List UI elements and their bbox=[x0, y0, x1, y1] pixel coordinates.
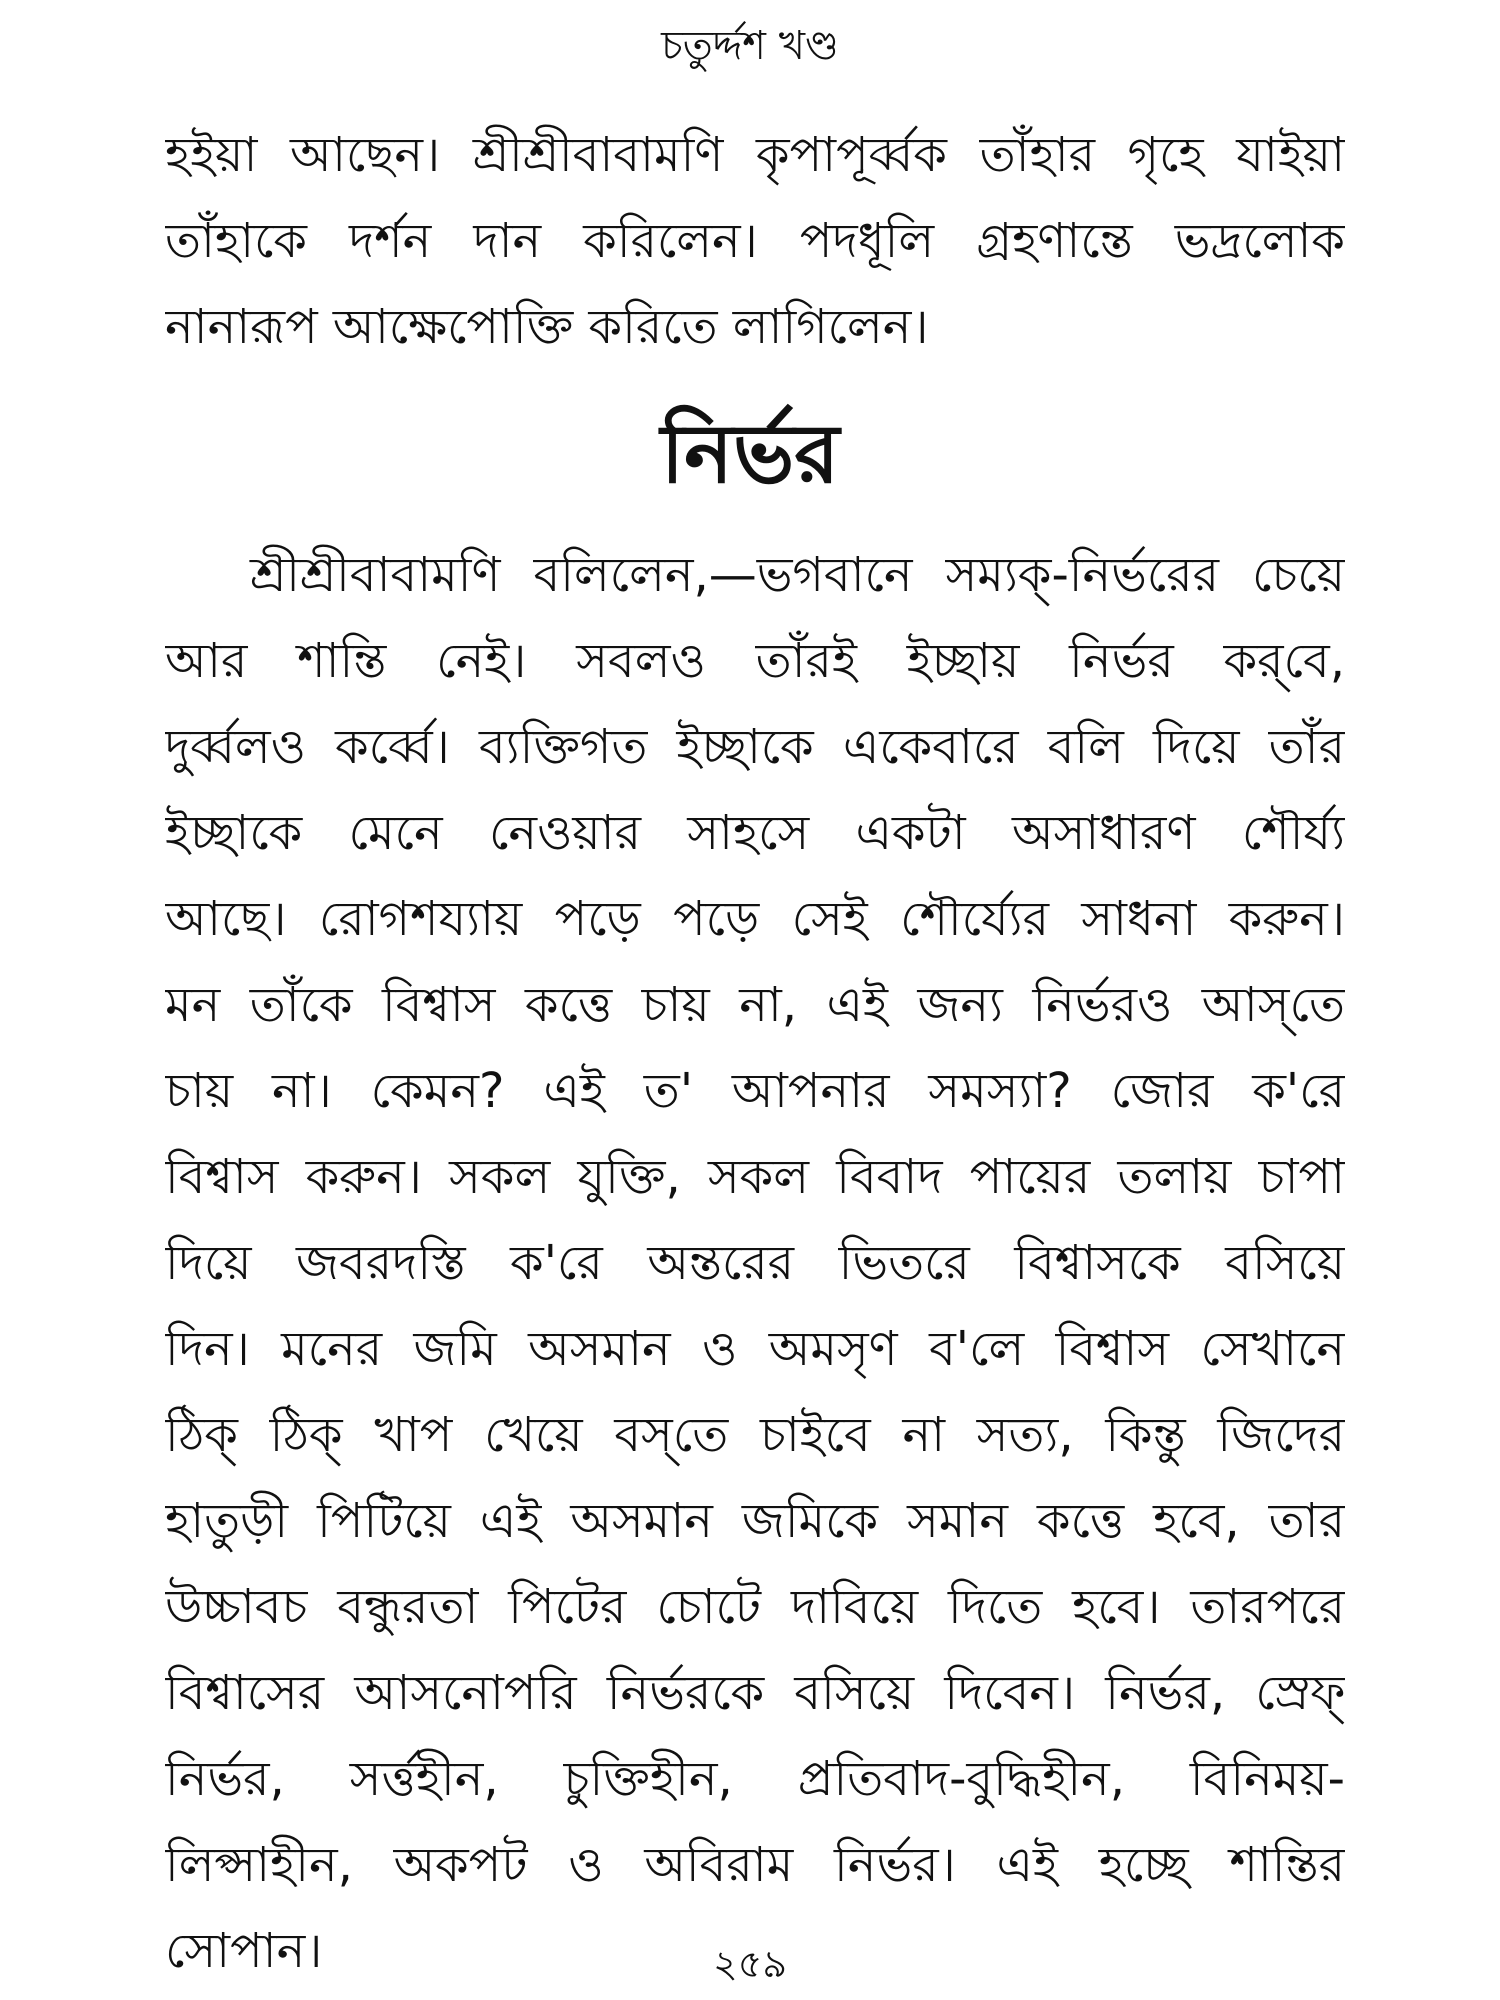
text-line: চায় না। কেমন? এই ত' আপনার সমস্যা? জোর ক'রে bbox=[165, 1063, 1345, 1119]
section-title: নির্ভর bbox=[660, 407, 840, 502]
text-line: উচ্চাবচ বন্ধুরতা পিটের চোটে দাবিয়ে দিতে হবে। তারপরে bbox=[165, 1579, 1345, 1635]
text-line: বিশ্বাস করুন। সকল যুক্তি, সকল বিবাদ পায়ের তলায় চাপা bbox=[165, 1149, 1345, 1205]
page-number: ২৫৯ bbox=[712, 1942, 788, 1986]
running-header: চতুর্দ্দশ খণ্ড bbox=[661, 23, 839, 69]
text-line: নানারূপ আক্ষেপোক্তি করিতে লাগিলেন। bbox=[165, 299, 929, 355]
text-line: হাতুড়ী পিটিয়ে এই অসমান জমিকে সমান কত্তে হবে, তার bbox=[165, 1493, 1345, 1549]
text-line: বিশ্বাসের আসনোপরি নির্ভরকে বসিয়ে দিবেন। নির্ভর, স্রেফ্ bbox=[165, 1665, 1345, 1721]
text-line: শ্রীশ্রীবাবামণি বলিলেন,—ভগবানে সম্যক্-নির্ভরের চেয়ে bbox=[250, 547, 1345, 603]
text-line: আছে। রোগশয্যায় পড়ে পড়ে সেই শৌর্য্যের সাধনা করুন। bbox=[165, 891, 1345, 947]
text-line: ঠিক্ ঠিক্ খাপ খেয়ে বস্‌তে চাইবে না সত্য, কিন্তু জিদের bbox=[165, 1407, 1345, 1463]
intro-paragraph bbox=[165, 112, 1345, 370]
text-line: তাঁহাকে দর্শন দান করিলেন। পদধূলি গ্রহণান্তে ভদ্রলোক bbox=[165, 213, 1345, 269]
text-line: দিয়ে জবরদস্তি ক'রে অন্তরের ভিতরে বিশ্বাসকে বসিয়ে bbox=[165, 1235, 1345, 1291]
body-paragraph bbox=[165, 532, 1345, 1994]
text-line: সোপান। bbox=[165, 1923, 323, 1979]
text-line: ইচ্ছাকে মেনে নেওয়ার সাহসে একটা অসাধারণ শৌর্য্য bbox=[165, 805, 1345, 861]
text-line: হইয়া আছেন। শ্রীশ্রীবাবামণি কৃপাপূর্ব্বক তাঁহার গৃহে যাইয়া bbox=[165, 127, 1345, 183]
text-line: নির্ভর, সর্ত্তহীন, চুক্তিহীন, প্রতিবাদ-বুদ্ধিহীন, বিনিময়- bbox=[165, 1751, 1345, 1807]
text-line: মন তাঁকে বিশ্বাস কত্তে চায় না, এই জন্য নির্ভরও আস্‌তে bbox=[165, 977, 1345, 1033]
text-line: দিন। মনের জমি অসমান ও অমসৃণ ব'লে বিশ্বাস সেখানে bbox=[165, 1321, 1345, 1377]
text-line: লিপ্সাহীন, অকপট ও অবিরাম নির্ভর। এই হচ্ছে শান্তির bbox=[165, 1837, 1345, 1893]
text-line: দুর্ব্বলও কর্ব্বে। ব্যক্তিগত ইচ্ছাকে একেবারে বলি দিয়ে তাঁর bbox=[165, 719, 1345, 775]
text-line: আর শান্তি নেই। সবলও তাঁরই ইচ্ছায় নির্ভর কর্‌বে, bbox=[165, 633, 1345, 689]
